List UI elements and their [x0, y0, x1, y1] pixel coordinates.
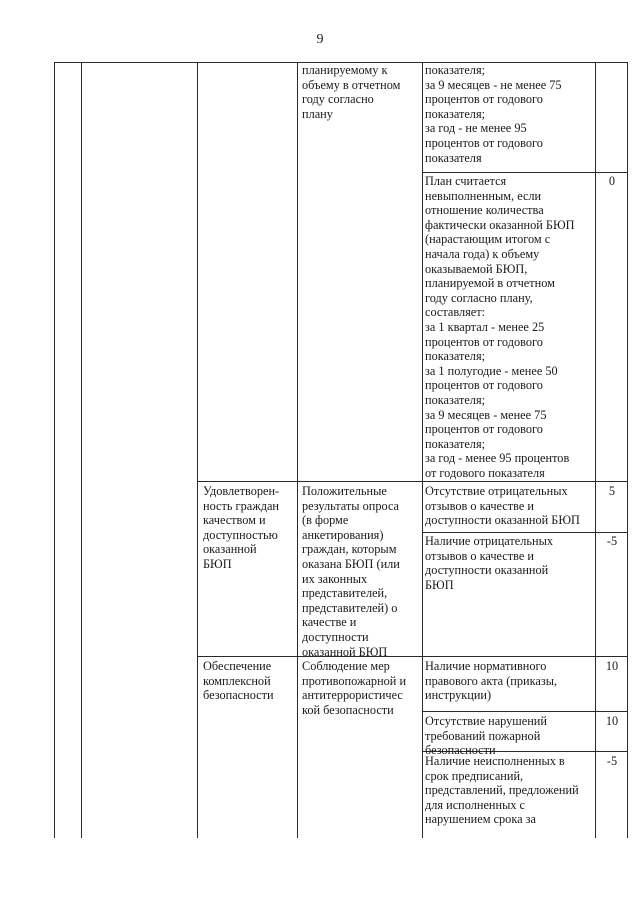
row-divider	[197, 481, 628, 482]
indicator-description: Положительные результаты опроса (в форме анкетирования) граждан, которым оказана БЮП (или их законных представителей, представителей) о качестве и доступности оказанной БЮП	[302, 484, 400, 659]
column-divider	[422, 62, 423, 838]
score-value: -5	[606, 754, 618, 768]
subrow-divider	[422, 711, 628, 712]
score-value: 0	[608, 174, 616, 188]
column-divider	[595, 62, 596, 838]
criterion-text: Отсутствие нарушений требований пожарной безопасности	[425, 714, 547, 758]
page-number: 9	[316, 32, 324, 47]
score-value: 10	[605, 659, 619, 673]
table-border-left	[54, 62, 55, 838]
indicator-description: Соблюдение мер противопожарной и антитеррористичес кой безопасности	[302, 659, 407, 717]
criteria-table	[54, 62, 628, 838]
criterion-text: Наличие отрицательных отзывов о качестве и доступности оказанной БЮП	[425, 534, 553, 592]
score-value: -5	[606, 534, 618, 548]
indicator-name: Удовлетворен- ность граждан качеством и доступностью оказанной БЮП	[203, 484, 280, 571]
criterion-text: План считается невыполненным, если отношение количества фактически оказанной БЮП (нарастающим итогом с начала года) к объему оказываемой БЮП, планируемой в отчетном году согласно плану, составляет: за 1 квартал - менее 25 процентов от годового показателя; за 1 полугодие - менее 50 процентов от годового показателя; за 9 месяцев - менее 75 процентов от годового показателя; за год - менее 95 процентов от годового показателя	[425, 174, 575, 480]
score-value: 10	[605, 714, 619, 728]
criterion-text: Наличие неисполненных в срок предписаний, представлений, предложений для исполненных с нарушением срока за	[425, 754, 579, 827]
indicator-description: планируемому к объему в отчетном году согласно плану	[302, 63, 401, 121]
criterion-text: Отсутствие отрицательных отзывов о качестве и доступности оказанной БЮП	[425, 484, 580, 528]
column-divider	[81, 62, 82, 838]
criterion-text: показателя; за 9 месяцев - не менее 75 процентов от годового показателя; за год - не менее 95 процентов от годового показателя	[425, 63, 562, 165]
score-value: 5	[608, 484, 616, 498]
column-divider	[297, 62, 298, 838]
column-divider	[197, 62, 198, 838]
subrow-divider	[422, 532, 628, 533]
indicator-name: Обеспечение комплексной безопасности	[203, 659, 274, 703]
criterion-text: Наличие нормативного правового акта (приказы, инструкции)	[425, 659, 558, 703]
subrow-divider	[422, 172, 628, 173]
table-border-right	[627, 62, 628, 838]
